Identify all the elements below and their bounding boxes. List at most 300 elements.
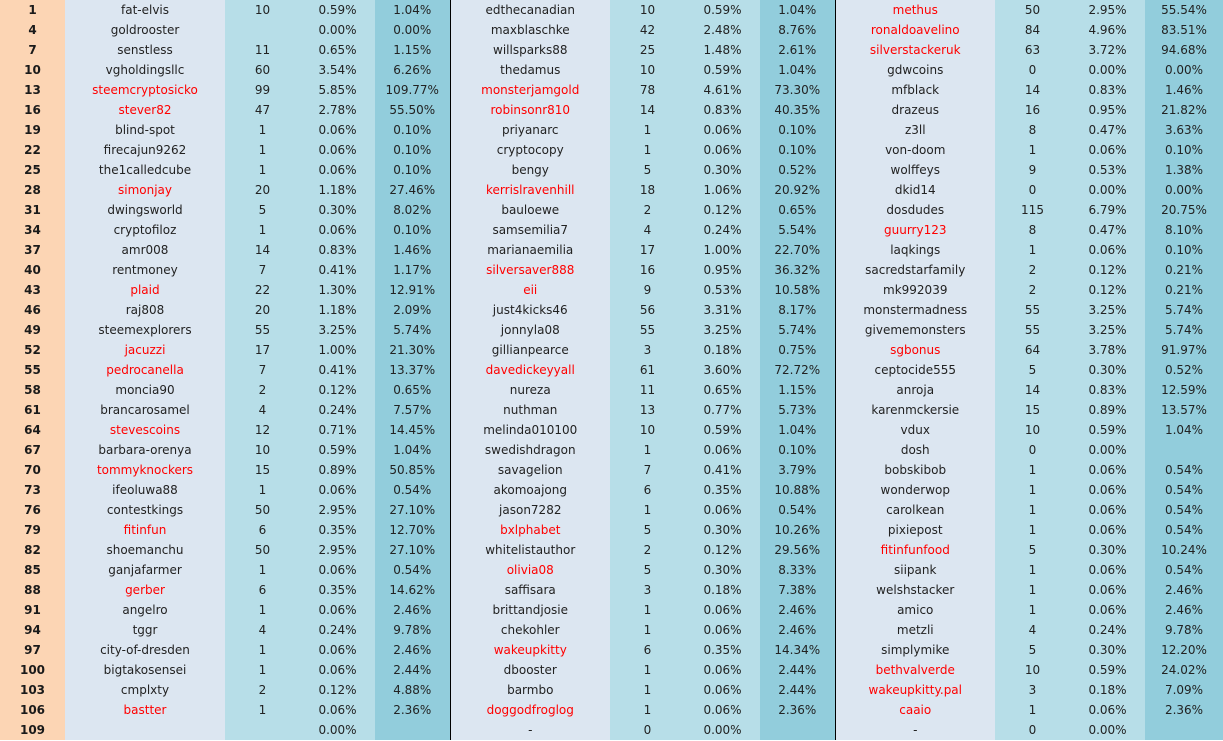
username-cell: eii <box>450 280 610 300</box>
table-row <box>0 660 1223 680</box>
cumulative-cell: 12.59% <box>1145 380 1223 400</box>
percent-cell: 0.06% <box>300 160 375 180</box>
username-cell: givememonsters <box>835 320 995 340</box>
percent-cell: 0.35% <box>300 520 375 540</box>
cumulative-cell: 0.10% <box>375 220 450 240</box>
percent-cell: 0.35% <box>300 580 375 600</box>
count-cell: 14 <box>995 380 1070 400</box>
cumulative-cell: 0.54% <box>760 500 835 520</box>
percent-cell: 0.18% <box>685 340 760 360</box>
rank-cell: 1 <box>0 0 65 20</box>
rank-cell: 58 <box>0 380 65 400</box>
count-cell: 10 <box>995 660 1070 680</box>
cumulative-cell: 0.54% <box>1145 500 1223 520</box>
cumulative-cell: 14.34% <box>760 640 835 660</box>
username-cell: bastter <box>65 700 225 720</box>
table-row <box>0 300 1223 320</box>
username-cell: gillianpearce <box>450 340 610 360</box>
username-cell: monsterjamgold <box>450 80 610 100</box>
percent-cell: 0.83% <box>685 100 760 120</box>
count-cell: 14 <box>225 240 300 260</box>
percent-cell: 2.95% <box>300 500 375 520</box>
percent-cell: 0.06% <box>300 560 375 580</box>
percent-cell: 0.59% <box>685 0 760 20</box>
count-cell: 47 <box>225 100 300 120</box>
count-cell: 1 <box>225 140 300 160</box>
count-cell: 7 <box>610 460 685 480</box>
count-cell: 1 <box>225 700 300 720</box>
percent-cell: 0.18% <box>685 580 760 600</box>
username-cell: amr008 <box>65 240 225 260</box>
count-cell: 50 <box>995 0 1070 20</box>
count-cell: 50 <box>225 540 300 560</box>
count-cell: 7 <box>225 260 300 280</box>
rank-cell: 55 <box>0 360 65 380</box>
username-cell: - <box>835 720 995 740</box>
count-cell: 0 <box>995 60 1070 80</box>
count-cell <box>225 20 300 40</box>
percent-cell: 0.06% <box>300 120 375 140</box>
count-cell: 3 <box>610 340 685 360</box>
percent-cell: 0.06% <box>1070 520 1145 540</box>
count-cell: 8 <box>995 220 1070 240</box>
username-cell: wakeupkitty <box>450 640 610 660</box>
percent-cell: 3.25% <box>685 320 760 340</box>
cumulative-cell: 4.88% <box>375 680 450 700</box>
rank-cell: 34 <box>0 220 65 240</box>
table-row <box>0 420 1223 440</box>
username-cell: barbara-orenya <box>65 440 225 460</box>
rank-cell: 85 <box>0 560 65 580</box>
username-cell: jacuzzi <box>65 340 225 360</box>
username-cell: pixiepost <box>835 520 995 540</box>
username-cell: the1calledcube <box>65 160 225 180</box>
username-cell: silverstackeruk <box>835 40 995 60</box>
username-cell: maxblaschke <box>450 20 610 40</box>
cumulative-cell: 24.02% <box>1145 660 1223 680</box>
username-cell: simplymike <box>835 640 995 660</box>
percent-cell: 0.59% <box>685 60 760 80</box>
count-cell: 10 <box>610 420 685 440</box>
username-cell: brittandjosie <box>450 600 610 620</box>
username-cell: mk992039 <box>835 280 995 300</box>
count-cell <box>225 720 300 740</box>
count-cell: 5 <box>995 540 1070 560</box>
cumulative-cell: 1.04% <box>760 60 835 80</box>
table-row <box>0 480 1223 500</box>
cumulative-cell: 1.38% <box>1145 160 1223 180</box>
cumulative-cell: 0.54% <box>1145 520 1223 540</box>
username-cell: thedamus <box>450 60 610 80</box>
count-cell: 14 <box>610 100 685 120</box>
cumulative-cell: 0.21% <box>1145 260 1223 280</box>
username-cell: ganjafarmer <box>65 560 225 580</box>
percent-cell: 0.41% <box>300 360 375 380</box>
percent-cell: 0.06% <box>1070 460 1145 480</box>
percent-cell: 4.61% <box>685 80 760 100</box>
username-cell: caaio <box>835 700 995 720</box>
username-cell: nureza <box>450 380 610 400</box>
percent-cell: 0.30% <box>300 200 375 220</box>
username-cell: angelro <box>65 600 225 620</box>
cumulative-cell: 1.46% <box>1145 80 1223 100</box>
count-cell: 1 <box>225 640 300 660</box>
count-cell: 2 <box>225 680 300 700</box>
username-cell: cmplxty <box>65 680 225 700</box>
percent-cell: 0.06% <box>685 500 760 520</box>
username-cell: davedickeyyall <box>450 360 610 380</box>
username-cell: sacredstarfamily <box>835 260 995 280</box>
percent-cell: 0.59% <box>1070 420 1145 440</box>
percent-cell: 1.00% <box>685 240 760 260</box>
percent-cell: 0.06% <box>300 600 375 620</box>
percent-cell: 0.12% <box>300 380 375 400</box>
table-row <box>0 560 1223 580</box>
count-cell: 12 <box>225 420 300 440</box>
percent-cell: 0.89% <box>300 460 375 480</box>
username-cell: ronaldoavelino <box>835 20 995 40</box>
percent-cell: 0.59% <box>1070 660 1145 680</box>
username-cell: contestkings <box>65 500 225 520</box>
table-row <box>0 700 1223 720</box>
username-cell: anroja <box>835 380 995 400</box>
username-cell: bengy <box>450 160 610 180</box>
cumulative-cell: 0.75% <box>760 340 835 360</box>
username-cell: pedrocanella <box>65 360 225 380</box>
count-cell: 10 <box>225 0 300 20</box>
rank-cell: 97 <box>0 640 65 660</box>
count-cell: 1 <box>225 600 300 620</box>
username-cell: bauloewe <box>450 200 610 220</box>
cumulative-cell: 0.10% <box>760 120 835 140</box>
cumulative-cell: 1.04% <box>375 0 450 20</box>
cumulative-cell: 2.36% <box>760 700 835 720</box>
count-cell: 5 <box>225 200 300 220</box>
count-cell: 1 <box>995 480 1070 500</box>
username-cell: savagelion <box>450 460 610 480</box>
rank-cell: 31 <box>0 200 65 220</box>
percent-cell: 0.30% <box>1070 540 1145 560</box>
username-cell: guurry123 <box>835 220 995 240</box>
count-cell: 10 <box>995 420 1070 440</box>
username-cell: willsparks88 <box>450 40 610 60</box>
username-cell: amico <box>835 600 995 620</box>
percent-cell: 0.59% <box>300 440 375 460</box>
cumulative-cell <box>375 720 450 740</box>
count-cell: 3 <box>610 580 685 600</box>
cumulative-cell <box>1145 440 1223 460</box>
table-row <box>0 160 1223 180</box>
count-cell: 55 <box>995 320 1070 340</box>
username-cell: barmbo <box>450 680 610 700</box>
cumulative-cell: 8.17% <box>760 300 835 320</box>
cumulative-cell: 5.73% <box>760 400 835 420</box>
count-cell: 6 <box>610 480 685 500</box>
rank-cell: 103 <box>0 680 65 700</box>
count-cell: 1 <box>610 600 685 620</box>
count-cell: 1 <box>610 440 685 460</box>
rank-cell: 49 <box>0 320 65 340</box>
percent-cell: 0.83% <box>300 240 375 260</box>
cumulative-cell: 13.37% <box>375 360 450 380</box>
count-cell: 0 <box>995 440 1070 460</box>
username-cell: edthecanadian <box>450 0 610 20</box>
percent-cell: 0.12% <box>685 540 760 560</box>
percent-cell: 0.06% <box>300 660 375 680</box>
count-cell: 115 <box>995 200 1070 220</box>
cumulative-cell: 8.76% <box>760 20 835 40</box>
count-cell: 55 <box>225 320 300 340</box>
percent-cell: 0.89% <box>1070 400 1145 420</box>
cumulative-cell: 6.26% <box>375 60 450 80</box>
cumulative-cell: 5.74% <box>375 320 450 340</box>
count-cell: 1 <box>610 700 685 720</box>
rank-cell: 10 <box>0 60 65 80</box>
count-cell: 5 <box>995 640 1070 660</box>
count-cell: 1 <box>610 140 685 160</box>
percent-cell: 2.95% <box>1070 0 1145 20</box>
username-cell: gerber <box>65 580 225 600</box>
username-cell: doggodfroglog <box>450 700 610 720</box>
table-row <box>0 540 1223 560</box>
count-cell: 1 <box>995 700 1070 720</box>
count-cell: 0 <box>995 720 1070 740</box>
username-cell: tommyknockers <box>65 460 225 480</box>
percent-cell: 0.30% <box>685 160 760 180</box>
percent-cell: 0.00% <box>685 720 760 740</box>
cumulative-cell: 2.46% <box>1145 600 1223 620</box>
username-cell: bethvalverde <box>835 660 995 680</box>
cumulative-cell: 2.46% <box>760 600 835 620</box>
percent-cell: 0.06% <box>685 680 760 700</box>
cumulative-cell: 1.15% <box>375 40 450 60</box>
username-cell: - <box>450 720 610 740</box>
percent-cell: 3.78% <box>1070 340 1145 360</box>
table-row <box>0 400 1223 420</box>
percent-cell: 0.06% <box>685 140 760 160</box>
percent-cell: 0.06% <box>1070 500 1145 520</box>
percent-cell: 0.06% <box>300 480 375 500</box>
table-row <box>0 180 1223 200</box>
cumulative-cell: 10.88% <box>760 480 835 500</box>
cumulative-cell: 0.65% <box>760 200 835 220</box>
cumulative-cell: 12.20% <box>1145 640 1223 660</box>
cumulative-cell: 2.46% <box>760 620 835 640</box>
percent-cell: 1.18% <box>300 300 375 320</box>
cumulative-cell: 2.46% <box>375 640 450 660</box>
percent-cell: 6.79% <box>1070 200 1145 220</box>
count-cell: 1 <box>225 660 300 680</box>
rank-cell: 46 <box>0 300 65 320</box>
username-cell: cryptocopy <box>450 140 610 160</box>
cumulative-cell: 20.75% <box>1145 200 1223 220</box>
cumulative-cell: 0.21% <box>1145 280 1223 300</box>
username-cell: rentmoney <box>65 260 225 280</box>
username-cell: robinsonr810 <box>450 100 610 120</box>
count-cell: 6 <box>225 580 300 600</box>
cumulative-cell: 27.46% <box>375 180 450 200</box>
cumulative-cell: 2.46% <box>1145 580 1223 600</box>
percent-cell: 0.83% <box>1070 380 1145 400</box>
cumulative-cell: 1.17% <box>375 260 450 280</box>
percent-cell: 0.12% <box>1070 280 1145 300</box>
cumulative-cell: 0.00% <box>1145 60 1223 80</box>
percent-cell: 0.30% <box>685 520 760 540</box>
username-cell: akomoajong <box>450 480 610 500</box>
count-cell: 1 <box>995 580 1070 600</box>
username-cell: von-doom <box>835 140 995 160</box>
count-cell: 1 <box>995 460 1070 480</box>
cumulative-cell: 2.44% <box>760 680 835 700</box>
table-row <box>0 320 1223 340</box>
table-row <box>0 200 1223 220</box>
username-cell: laqkings <box>835 240 995 260</box>
table-row <box>0 220 1223 240</box>
rank-cell: 43 <box>0 280 65 300</box>
percent-cell: 0.30% <box>1070 640 1145 660</box>
rank-cell: 76 <box>0 500 65 520</box>
username-cell: z3ll <box>835 120 995 140</box>
percent-cell: 0.00% <box>1070 720 1145 740</box>
username-cell: jason7282 <box>450 500 610 520</box>
percent-cell: 0.95% <box>1070 100 1145 120</box>
table-row <box>0 80 1223 100</box>
rank-cell: 7 <box>0 40 65 60</box>
percent-cell: 0.24% <box>300 620 375 640</box>
percent-cell: 3.31% <box>685 300 760 320</box>
rank-cell: 16 <box>0 100 65 120</box>
username-cell: firecajun9262 <box>65 140 225 160</box>
username-cell: dwingsworld <box>65 200 225 220</box>
percent-cell: 0.06% <box>1070 240 1145 260</box>
username-cell: wonderwop <box>835 480 995 500</box>
username-cell: just4kicks46 <box>450 300 610 320</box>
count-cell: 1 <box>610 500 685 520</box>
count-cell: 20 <box>225 180 300 200</box>
username-cell: raj808 <box>65 300 225 320</box>
count-cell: 50 <box>225 500 300 520</box>
username-cell: stever82 <box>65 100 225 120</box>
percent-cell: 0.71% <box>300 420 375 440</box>
username-cell: monstermadness <box>835 300 995 320</box>
cumulative-cell: 55.50% <box>375 100 450 120</box>
cumulative-cell: 22.70% <box>760 240 835 260</box>
count-cell: 5 <box>995 360 1070 380</box>
cumulative-cell: 50.85% <box>375 460 450 480</box>
percent-cell: 2.78% <box>300 100 375 120</box>
cumulative-cell: 0.52% <box>760 160 835 180</box>
rank-cell: 13 <box>0 80 65 100</box>
username-cell: bobskibob <box>835 460 995 480</box>
count-cell: 9 <box>995 160 1070 180</box>
username-cell: city-of-dresden <box>65 640 225 660</box>
count-cell: 1 <box>995 240 1070 260</box>
cumulative-cell: 91.97% <box>1145 340 1223 360</box>
cumulative-cell: 14.45% <box>375 420 450 440</box>
table-row <box>0 60 1223 80</box>
username-cell: metzli <box>835 620 995 640</box>
cumulative-cell: 83.51% <box>1145 20 1223 40</box>
percent-cell: 0.95% <box>685 260 760 280</box>
cumulative-cell: 29.56% <box>760 540 835 560</box>
username-cell <box>65 720 225 740</box>
username-cell: fat-elvis <box>65 0 225 20</box>
cumulative-cell: 0.52% <box>1145 360 1223 380</box>
count-cell: 84 <box>995 20 1070 40</box>
cumulative-cell: 27.10% <box>375 500 450 520</box>
count-cell: 61 <box>610 360 685 380</box>
cumulative-cell: 0.10% <box>375 140 450 160</box>
rank-cell: 52 <box>0 340 65 360</box>
cumulative-cell: 94.68% <box>1145 40 1223 60</box>
percent-cell: 0.47% <box>1070 220 1145 240</box>
username-cell: blind-spot <box>65 120 225 140</box>
username-cell: tggr <box>65 620 225 640</box>
percent-cell: 0.00% <box>300 20 375 40</box>
rank-cell: 70 <box>0 460 65 480</box>
percent-cell: 0.12% <box>1070 260 1145 280</box>
table-row <box>0 20 1223 40</box>
percent-cell: 0.06% <box>1070 600 1145 620</box>
username-cell: marianaemilia <box>450 240 610 260</box>
count-cell: 78 <box>610 80 685 100</box>
cumulative-cell: 72.72% <box>760 360 835 380</box>
username-cell: dosdudes <box>835 200 995 220</box>
cumulative-cell: 0.10% <box>375 160 450 180</box>
count-cell: 4 <box>995 620 1070 640</box>
username-cell: methus <box>835 0 995 20</box>
cumulative-cell: 1.04% <box>760 420 835 440</box>
cumulative-cell: 21.82% <box>1145 100 1223 120</box>
username-cell: melinda010100 <box>450 420 610 440</box>
cumulative-cell: 1.15% <box>760 380 835 400</box>
count-cell: 10 <box>225 440 300 460</box>
percent-cell: 0.24% <box>300 400 375 420</box>
username-cell: siipank <box>835 560 995 580</box>
count-cell: 8 <box>995 120 1070 140</box>
table-row <box>0 100 1223 120</box>
rank-cell: 79 <box>0 520 65 540</box>
cumulative-cell: 5.74% <box>760 320 835 340</box>
count-cell: 20 <box>225 300 300 320</box>
count-cell: 2 <box>225 380 300 400</box>
username-cell: karenmckersie <box>835 400 995 420</box>
count-cell: 9 <box>610 280 685 300</box>
username-cell: carolkean <box>835 500 995 520</box>
cumulative-cell: 10.26% <box>760 520 835 540</box>
percent-cell: 0.06% <box>685 600 760 620</box>
cumulative-cell: 14.62% <box>375 580 450 600</box>
cumulative-cell: 7.09% <box>1145 680 1223 700</box>
rank-cell: 25 <box>0 160 65 180</box>
percent-cell: 0.59% <box>685 420 760 440</box>
percent-cell: 0.00% <box>300 720 375 740</box>
username-cell: olivia08 <box>450 560 610 580</box>
username-cell: ceptocide555 <box>835 360 995 380</box>
cumulative-cell: 36.32% <box>760 260 835 280</box>
percent-cell: 0.06% <box>685 700 760 720</box>
count-cell: 3 <box>995 680 1070 700</box>
cumulative-cell: 2.46% <box>375 600 450 620</box>
cumulative-cell <box>760 720 835 740</box>
rank-cell: 64 <box>0 420 65 440</box>
count-cell: 4 <box>225 400 300 420</box>
table-row <box>0 120 1223 140</box>
rank-cell: 40 <box>0 260 65 280</box>
percent-cell: 0.65% <box>300 40 375 60</box>
count-cell: 1 <box>995 140 1070 160</box>
count-cell: 1 <box>225 220 300 240</box>
